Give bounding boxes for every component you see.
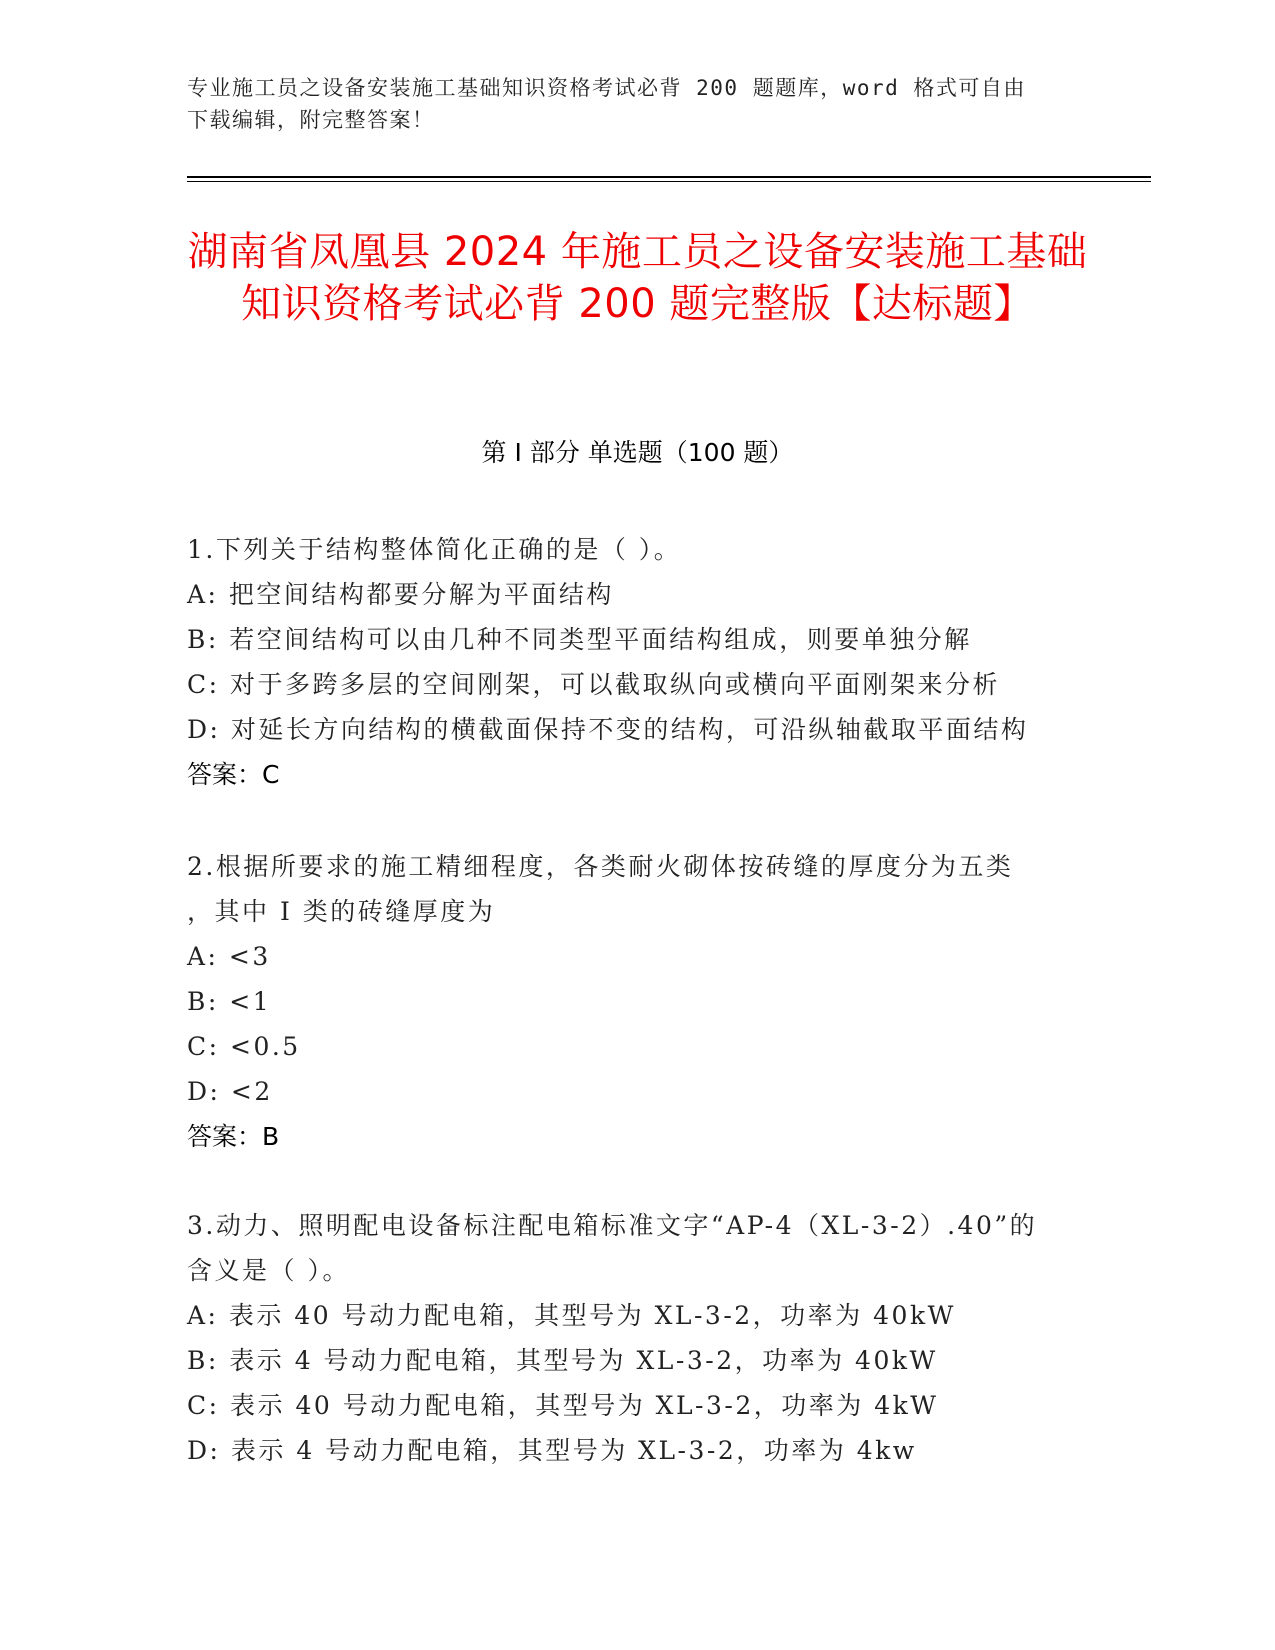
option-b: B: <1 [187,987,272,1016]
option-d: D: <2 [187,1077,273,1106]
option-b: B: 若空间结构可以由几种不同类型平面结构组成，则要单独分解 [187,625,972,654]
option-c: C: <0.5 [187,1032,301,1061]
document-title: 湖南省凤凰县 2024 年施工员之设备安装施工基础知识资格考试必背 200 题完整版【达标题】 [187,229,1088,327]
option-a: A: 表示 40 号动力配电箱，其型号为 XL-3-2，功率为 40kW [187,1301,956,1330]
option-b: B: 表示 4 号动力配电箱，其型号为 XL-3-2，功率为 40kW [187,1346,938,1375]
answer-label: 答案：B [187,1122,280,1151]
header-divider-thin [187,181,1151,182]
option-d: D: 表示 4 号动力配电箱，其型号为 XL-3-2，功率为 4kw [187,1436,917,1465]
question-stem-continued: ，其中 I 类的砖缝厚度为 [187,897,496,926]
option-a: A: <3 [187,942,271,971]
answer-label: 答案：C [187,760,280,789]
option-d: D: 对延长方向结构的横截面保持不变的结构，可沿纵轴截取平面结构 [187,715,1029,744]
option-c: C: 对于多跨多层的空间刚架，可以截取纵向或横向平面刚架来分析 [187,670,1001,699]
question-2 [187,844,1087,1159]
question-1 [187,527,1087,797]
option-a: A: 把空间结构都要分解为平面结构 [187,580,614,609]
question-stem-continued: 含义是（ ）。 [187,1256,350,1285]
option-c: C: 表示 40 号动力配电箱，其型号为 XL-3-2，功率为 4kW [187,1391,939,1420]
header-divider-thick [187,176,1151,178]
question-stem: 2.根据所要求的施工精细程度，各类耐火砌体按砖缝的厚度分为五类 [187,852,1014,881]
question-3 [187,1203,1087,1473]
question-stem: 1.下列关于结构整体简化正确的是（ ）。 [187,535,682,564]
question-stem: 3.动力、照明配电设备标注配电箱标准文字“AP-4（XL-3-2）.40”的 [187,1211,1038,1240]
section-heading: 第 I 部分 单选题（100 题） [481,438,794,467]
header-note: 专业施工员之设备安装施工基础知识资格考试必背 200 题题库，word 格式可自由 下载编辑，附完整答案！ [187,76,1026,132]
